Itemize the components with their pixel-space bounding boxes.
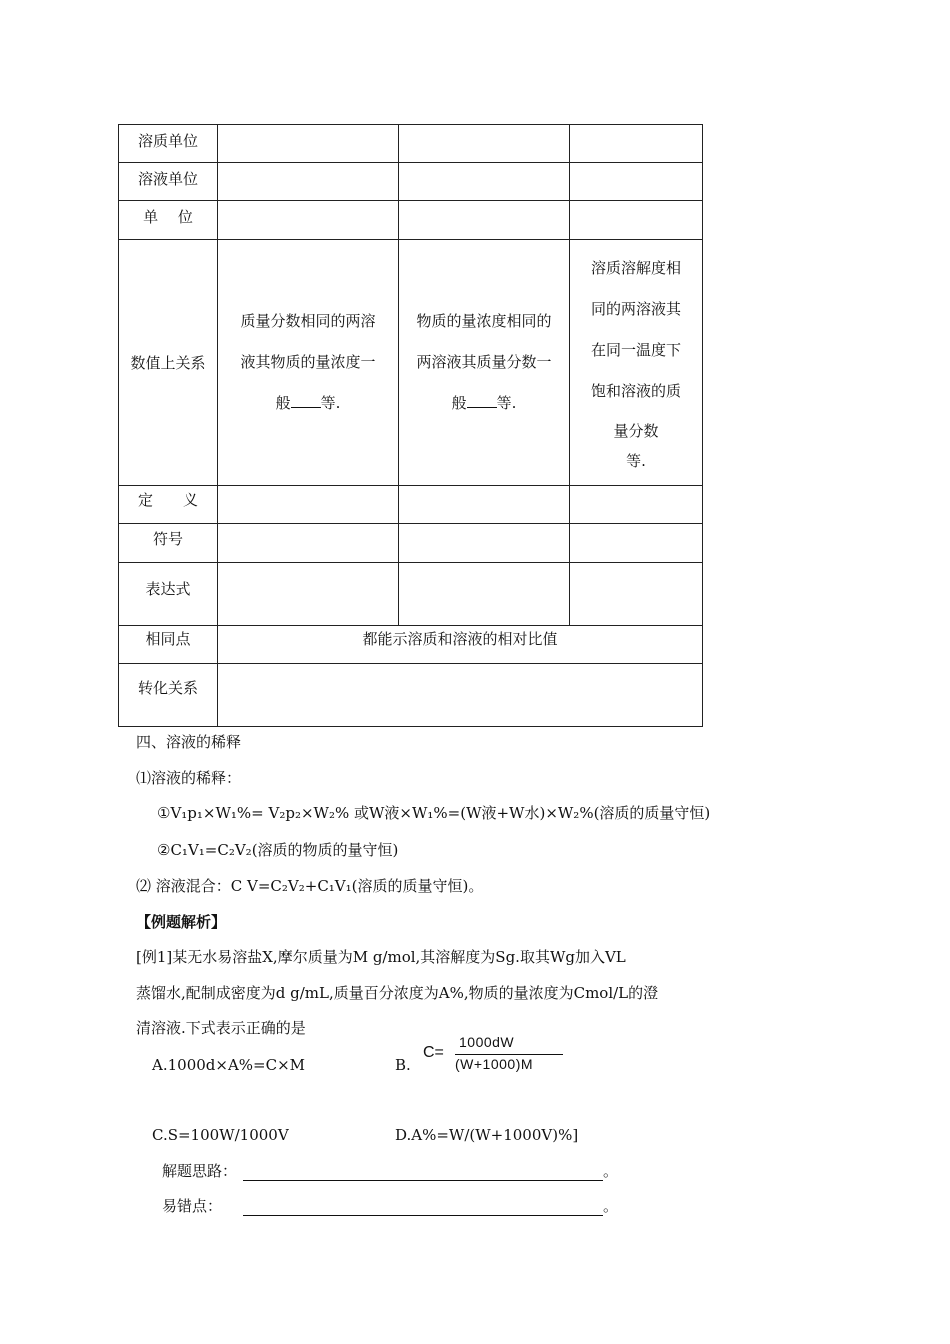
dilution-formula-1: ①V₁p₁×W₁%= V₂p₂×W₂% 或W液×W₁%=(W液+W水)×W₂%(溶质的质量守恒)	[157, 804, 711, 822]
row-label-unit: 单 位	[119, 201, 218, 240]
row-label-symbol: 符号	[119, 524, 218, 563]
table-row	[119, 563, 703, 626]
example-line-1: [例1]某无水易溶盐X,摩尔质量为M g/mol,其溶解度为Sg.取其Wg加入VL	[136, 948, 626, 966]
option-a: A.1000d×A%=C×M	[152, 1056, 306, 1074]
option-b-label: B.	[395, 1056, 411, 1074]
row-label-definition: 定 义	[119, 486, 218, 524]
example-line-3: 清溶液.下式表示正确的是	[136, 1019, 306, 1037]
example-heading: 【例题解析】	[136, 913, 227, 931]
table-row	[119, 163, 703, 201]
option-b-denominator: (W+1000)M	[455, 1056, 534, 1072]
table-row	[119, 524, 703, 563]
row-label-solution-unit: 溶液单位	[119, 163, 218, 201]
table-row	[119, 240, 703, 486]
numeric-cell-molar-concentration: 物质的量浓度相同的 两溶液其质量分数一 般 等.	[399, 240, 570, 486]
row-label-solute-unit: 溶质单位	[119, 125, 218, 163]
table-row	[119, 626, 703, 664]
mistake-point-row: 易错点： 。	[162, 1197, 619, 1215]
table-row	[119, 125, 703, 163]
row-label-numeric-relation: 数值上关系	[119, 240, 218, 486]
example-line-2: 蒸馏水,配制成密度为d g/mL,质量百分浓度为A%,物质的量浓度为Cmol/L的澄	[136, 984, 659, 1002]
mixing-item: ⑵ 溶液混合：C V=C₂V₂+C₁V₁(溶质的质量守恒)。	[136, 877, 484, 895]
fill-blank	[467, 393, 497, 408]
row-label-conversion: 转化关系	[119, 664, 218, 727]
table-row	[119, 201, 703, 240]
table-row	[119, 664, 703, 727]
option-c: C.S=100W/1000V	[152, 1126, 289, 1144]
answer-line[interactable]	[243, 1199, 603, 1216]
dilution-item: ⑴溶液的稀释：	[136, 769, 242, 787]
dilution-formula-2: ②C₁V₁=C₂V₂(溶质的物质的量守恒)	[157, 841, 399, 859]
numeric-cell-mass-fraction: 质量分数相同的两溶 液其物质的量浓度一 般 等.	[218, 240, 399, 486]
fraction-bar	[455, 1054, 563, 1055]
table-row	[119, 486, 703, 524]
option-d: D.A%=W/(W+1000V)%]	[395, 1126, 579, 1144]
row-label-common: 相同点	[119, 626, 218, 664]
row-label-expression: 表达式	[119, 563, 218, 626]
option-b-numerator: 1000dW	[459, 1034, 515, 1050]
common-point-cell: 都能示溶质和溶液的相对比值	[218, 626, 703, 664]
fill-blank	[291, 393, 321, 408]
comparison-table	[118, 124, 703, 727]
numeric-cell-solubility: 溶质溶解度相 同的两溶液其 在同一温度下 饱和溶液的质 量分数 等.	[570, 240, 703, 486]
section-heading: 四、溶液的稀释	[136, 733, 242, 751]
solution-idea-row: 解题思路： 。	[162, 1162, 619, 1180]
answer-line[interactable]	[243, 1164, 603, 1181]
option-b-lhs: C=	[423, 1044, 444, 1061]
